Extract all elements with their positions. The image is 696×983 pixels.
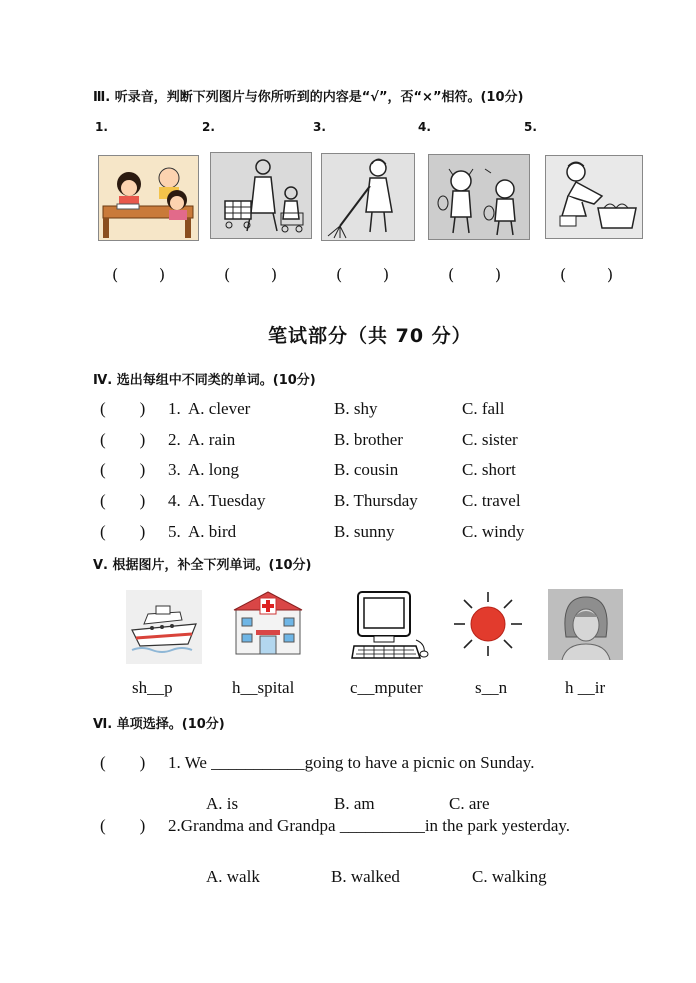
word-blank-hospital[interactable]: h__spital xyxy=(232,678,295,697)
section-3-title: Ⅲ. 听录音，判断下列图片与你所听到的内容是“√”，否“×”相符。(10分) xyxy=(93,90,524,105)
item-number-2: 2. xyxy=(202,120,215,134)
section-4-title: Ⅳ. 选出每组中不同类的单词。(10分) xyxy=(93,373,316,388)
option-c: C. fall xyxy=(462,399,505,418)
option-b: B. walked xyxy=(331,867,400,886)
question-number: 1. xyxy=(168,399,181,418)
option-a: A. long xyxy=(188,460,239,479)
item-number-1: 1. xyxy=(95,120,108,134)
answer-blank-5[interactable]: ( ) xyxy=(560,265,614,284)
question-1-text: 1. We ___________going to have a picnic on Sunday. xyxy=(168,753,535,772)
section-5-title: Ⅴ. 根据图片，补全下列单词。(10分) xyxy=(93,558,312,573)
ship-icon xyxy=(126,590,202,664)
computer-icon xyxy=(350,590,430,662)
shopping-cart-picture xyxy=(210,152,312,239)
question-number: 4. xyxy=(168,491,181,510)
option-b: B. sunny xyxy=(334,522,395,541)
option-a: A. walk xyxy=(206,867,260,886)
option-a: A. rain xyxy=(188,430,236,449)
question-number: 3. xyxy=(168,460,181,479)
answer-paren[interactable]: ( ) xyxy=(100,491,146,510)
kids-badminton-picture xyxy=(428,154,530,240)
option-b: B. Thursday xyxy=(334,491,418,510)
option-c: C. short xyxy=(462,460,516,479)
answer-paren[interactable]: ( ) xyxy=(100,816,146,835)
option-c: C. windy xyxy=(462,522,525,541)
written-part-heading: 笔试部分（共 70 分） xyxy=(268,325,472,347)
option-a: A. Tuesday xyxy=(188,491,266,510)
sun-icon xyxy=(452,590,524,658)
option-c: C. sister xyxy=(462,430,518,449)
word-blank-ship[interactable]: sh__p xyxy=(132,678,173,697)
girl-sweeping-picture xyxy=(321,153,415,241)
option-c: C. walking xyxy=(472,867,547,886)
section-6-title: Ⅵ. 单项选择。(10分) xyxy=(93,717,225,732)
girl-washing-picture xyxy=(545,155,643,239)
option-b: B. cousin xyxy=(334,460,399,479)
question-number: 5. xyxy=(168,522,181,541)
answer-blank-3[interactable]: ( ) xyxy=(336,265,390,284)
word-blank-hair[interactable]: h __ir xyxy=(565,678,606,697)
option-a: A. clever xyxy=(188,399,251,418)
option-c: C. are xyxy=(449,794,490,813)
answer-blank-1[interactable]: ( ) xyxy=(112,265,166,284)
answer-paren[interactable]: ( ) xyxy=(100,522,146,541)
answer-paren[interactable]: ( ) xyxy=(100,430,146,449)
question-number: 2. xyxy=(168,430,181,449)
option-a: A. is xyxy=(206,794,239,813)
option-b: B. brother xyxy=(334,430,403,449)
item-number-5: 5. xyxy=(524,120,537,134)
item-number-4: 4. xyxy=(418,120,431,134)
answer-paren[interactable]: ( ) xyxy=(100,399,146,418)
option-b: B. shy xyxy=(334,399,378,418)
question-2-text: 2.Grandma and Grandpa __________in the park yesterday. xyxy=(168,816,571,835)
answer-blank-4[interactable]: ( ) xyxy=(448,265,502,284)
hospital-icon xyxy=(230,590,306,656)
answer-paren[interactable]: ( ) xyxy=(100,460,146,479)
option-b: B. am xyxy=(334,794,375,813)
word-blank-sun[interactable]: s__n xyxy=(475,678,508,697)
answer-paren[interactable]: ( ) xyxy=(100,753,146,772)
item-number-3: 3. xyxy=(313,120,326,134)
word-blank-computer[interactable]: c__mputer xyxy=(350,678,423,697)
option-c: C. travel xyxy=(462,491,521,510)
classroom-students-picture xyxy=(98,155,199,241)
hair-icon xyxy=(548,589,623,660)
answer-blank-2[interactable]: ( ) xyxy=(224,265,278,284)
option-a: A. bird xyxy=(188,522,237,541)
